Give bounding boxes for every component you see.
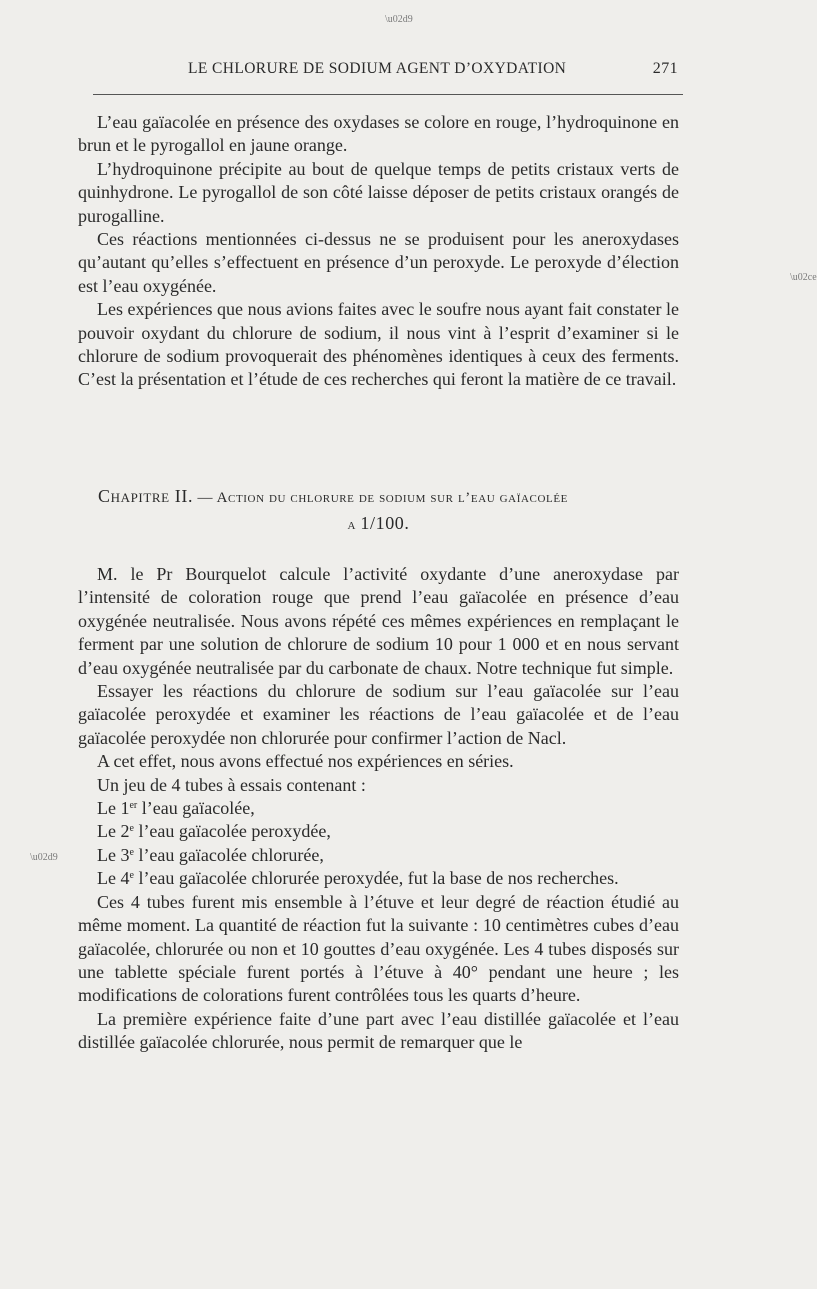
paragraph: M. le Pr Bourquelot calcule l’activité oxydante d’une aneroxydase par l’intensité de coloration rouge que prend l’eau gaïacolée en présence d’eau oxygénée neutralisée. Nous avons répété ces mêmes expériences en remplaçant le ferment par une solution de chlorure de sodium 10 pour 1 000 et en nous servant d’eau oxygénée neutralisée par du carbonate de chaux. Notre technique fut simple. [78, 564, 679, 678]
paragraph: L’hydroquinone précipite au bout de quelque temps de petits cristaux verts de quinhydrone. Le pyrogallol de son côté laisse déposer de petits cristaux orangés de purogalline. [78, 158, 679, 226]
chapter-title-value: 1/100. [360, 513, 410, 533]
tube-item: Le 1er l’eau gaïacolée, [97, 798, 255, 819]
paragraph: Essayer les réactions du chlorure de sodium sur l’eau gaïacolée sur l’eau gaïacolée peroxydée et examiner les réactions de l’eau gaïacolée et de l’eau gaïacolée peroxydée non chlorurée pour confirmer l’action de Nacl. [78, 681, 679, 748]
paragraph: L’eau gaïacolée en présence des oxydases se colore en rouge, l’hydroquinone en brun et le pyrogallol en jaune orange. [78, 112, 679, 156]
chapter-title-line1: Action du chlorure de sodium sur l’eau gaïacolée [216, 490, 568, 506]
paragraph: Ces réactions mentionnées ci-dessus ne se produisent pour les aneroxydases qu’autant qu’elles s’effectuent en présence d’un peroxyde. Le peroxyde d’élection est l’eau oxygénée. [78, 229, 679, 296]
paragraph: Un jeu de 4 tubes à essais contenant : [97, 774, 366, 795]
running-head [80, 58, 680, 82]
paragraph: La première expérience faite d’une part avec l’eau distillée gaïacolée et l’eau distillée gaïacolée chlorurée, nous permit de remarquer que le [78, 1008, 679, 1053]
intro-section [78, 111, 679, 392]
header-rule [93, 94, 683, 95]
page-number: 271 [652, 60, 678, 77]
tube-item: Le 4e l’eau gaïacolée chlorurée peroxydée, fut la base de nos recherches. [97, 868, 619, 889]
chapter-heading [78, 484, 679, 538]
running-title: LE CHLORURE DE SODIUM AGENT D’OXYDATION [188, 60, 567, 77]
paragraph: A cet effet, nous avons effectué nos expériences en séries. [97, 751, 514, 772]
chapter-title-prefix: a [347, 517, 357, 533]
chapter-body [78, 563, 679, 1055]
tube-item: Le 2e l’eau gaïacolée peroxydée, [97, 821, 331, 842]
print-mark-right: \u02ce [790, 272, 817, 283]
chapter-dash: — [197, 490, 214, 506]
chapter-label: Chapitre II. [98, 486, 194, 506]
print-mark-left: \u02d9 [30, 852, 58, 863]
paragraph: Les expériences que nous avions faites avec le soufre nous ayant fait constater le pouvoir oxydant du chlorure de sodium, il nous vint à l’esprit d’examiner si le chlorure de sodium provoquerait des phénomènes identiques à ceux des ferments. C’est la présentation et l’étude de ces recherches qui feront la matière de ce travail. [78, 299, 679, 390]
paragraph: Ces 4 tubes furent mis ensemble à l’étuve et leur degré de réaction étudié au même moment. La quantité de réaction fut la suivante : 10 centimètres cubes d’eau gaïacolée, chlorurée ou non et 10 gouttes d’eau oxygénée. Les 4 tubes disposés sur une tablette spéciale furent portés à l’étuve à 40° pendant une heure ; les modifications de colorations furent contrôlées tous les quarts d’heure. [78, 891, 679, 1006]
tube-item: Le 3e l’eau gaïacolée chlorurée, [97, 844, 324, 865]
print-mark-top: \u02d9 [385, 14, 413, 25]
